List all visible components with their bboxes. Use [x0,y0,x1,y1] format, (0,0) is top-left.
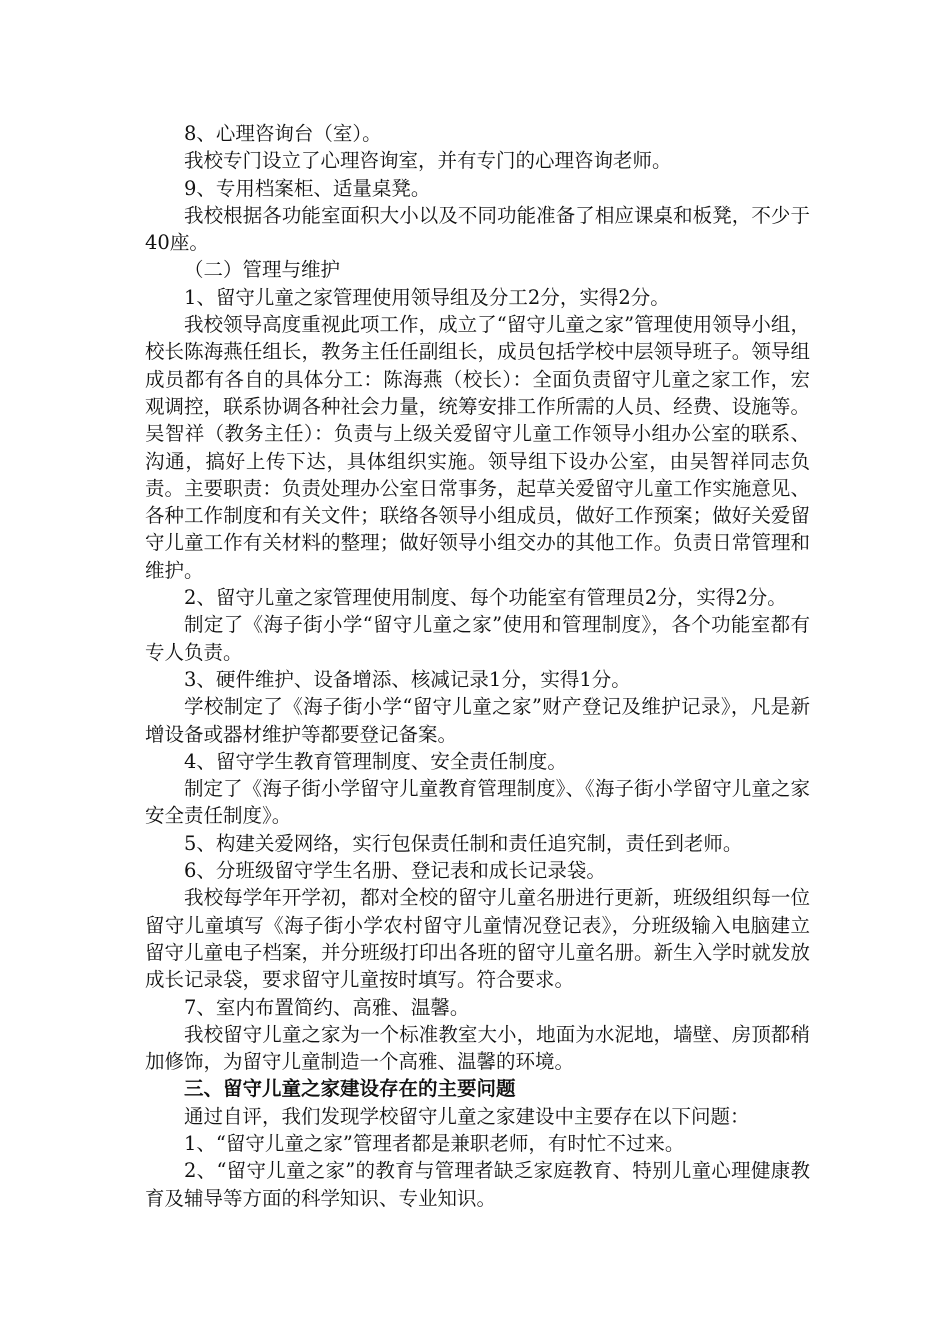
paragraph: 8、心理咨询台（室）。 [184,122,382,145]
paragraph: 1、留守儿童之家管理使用领导组及分工2分，实得2分。 [184,285,670,309]
paragraph: 2、留守儿童之家管理使用制度、每个功能室有管理员2分，实得2分。 [184,586,787,610]
section-heading: 三、留守儿童之家建设存在的主要问题 [184,1077,516,1101]
paragraph: 1、“留守儿童之家”管理者都是兼职老师，有时忙不过来。 [184,1131,685,1155]
paragraph: 9、专用档案柜、适量桌凳。 [184,176,431,200]
paragraph: 6、分班级留守学生名册、登记表和成长记录袋。 [184,859,606,883]
paragraph: 我校专门设立了心理咨询室，并有专门的心理咨询老师。 [184,149,672,173]
paragraph: 我校留守儿童之家为一个标准教室大小，地面为水泥地，墙壁、房顶都稍加修饰，为留守儿童制造一个高雅、温馨的环境。 [145,1022,810,1074]
paragraph: 制定了《海子街小学留守儿童教育管理制度》、《海子街小学留守儿童之家安全责任制度》。 [145,777,810,828]
paragraph: 通过自评，我们发现学校留守儿童之家建设中主要存在以下问题： [184,1104,750,1128]
paragraph: 2、“留守儿童之家”的教育与管理者缺乏家庭教育、特别儿童心理健康教育及辅导等方面的科学知识、专业知识。 [145,1159,810,1210]
document-body [145,120,810,1212]
paragraph: 我校每学年开学初，都对全校的留守儿童名册进行更新，班级组织每一位留守儿童填写《海子街小学农村留守儿童情况登记表》，分班级输入电脑建立留守儿童电子档案，并分班级打印出各班的留守儿童名册。新生入学时就发放成长记录袋，要求留守儿童按时填写。符合要求。 [145,886,810,992]
paragraph: 我校根据各功能室面积大小以及不同功能准备了相应课桌和板凳，不少于40座。 [145,203,810,255]
paragraph: 5、构建关爱网络，实行包保责任制和责任追究制，责任到老师。 [184,831,743,855]
paragraph: 7、室内布置简约、高雅、温馨。 [184,995,470,1019]
paragraph: 我校领导高度重视此项工作，成立了“留守儿童之家”管理使用领导小组，校长陈海燕任组长，教务主任任副组长，成员包括学校中层领导班子。领导组成员都有各自的具体分工：陈海燕（校长）：全面负责留守儿童之家工作，宏观调控，联系协调各种社会力量，统筹安排工作所需的人员、经费、设施等。吴智祥（教务主任）：负责与上级关爱留守儿童工作领导小组办公室的联系、沟通，搞好上传下达，具体组织实施。领导组下设办公室，由吴智祥同志负责。主要职责：负责处理办公室日常事务，起草关爱留守儿童工作实施意见、各种工作制度和有关文件；联络各领导小组成员，做好工作预案；做好关爱留守儿童工作有关材料的整理；做好领导小组交办的其他工作。负责日常管理和维护。 [145,313,810,582]
paragraph: 学校制定了《海子街小学“留守儿童之家”财产登记及维护记录》，凡是新增设备或器材维护等都要登记备案。 [145,695,810,746]
paragraph: 4、留守学生教育管理制度、安全责任制度。 [184,749,567,773]
paragraph: 制定了《海子街小学“留守儿童之家”使用和管理制度》，各个功能室都有专人负责。 [145,613,810,664]
section-subheading: （二）管理与维护 [184,258,341,282]
paragraph: 3、硬件维护、设备增添、核减记录1分，实得1分。 [184,667,631,691]
